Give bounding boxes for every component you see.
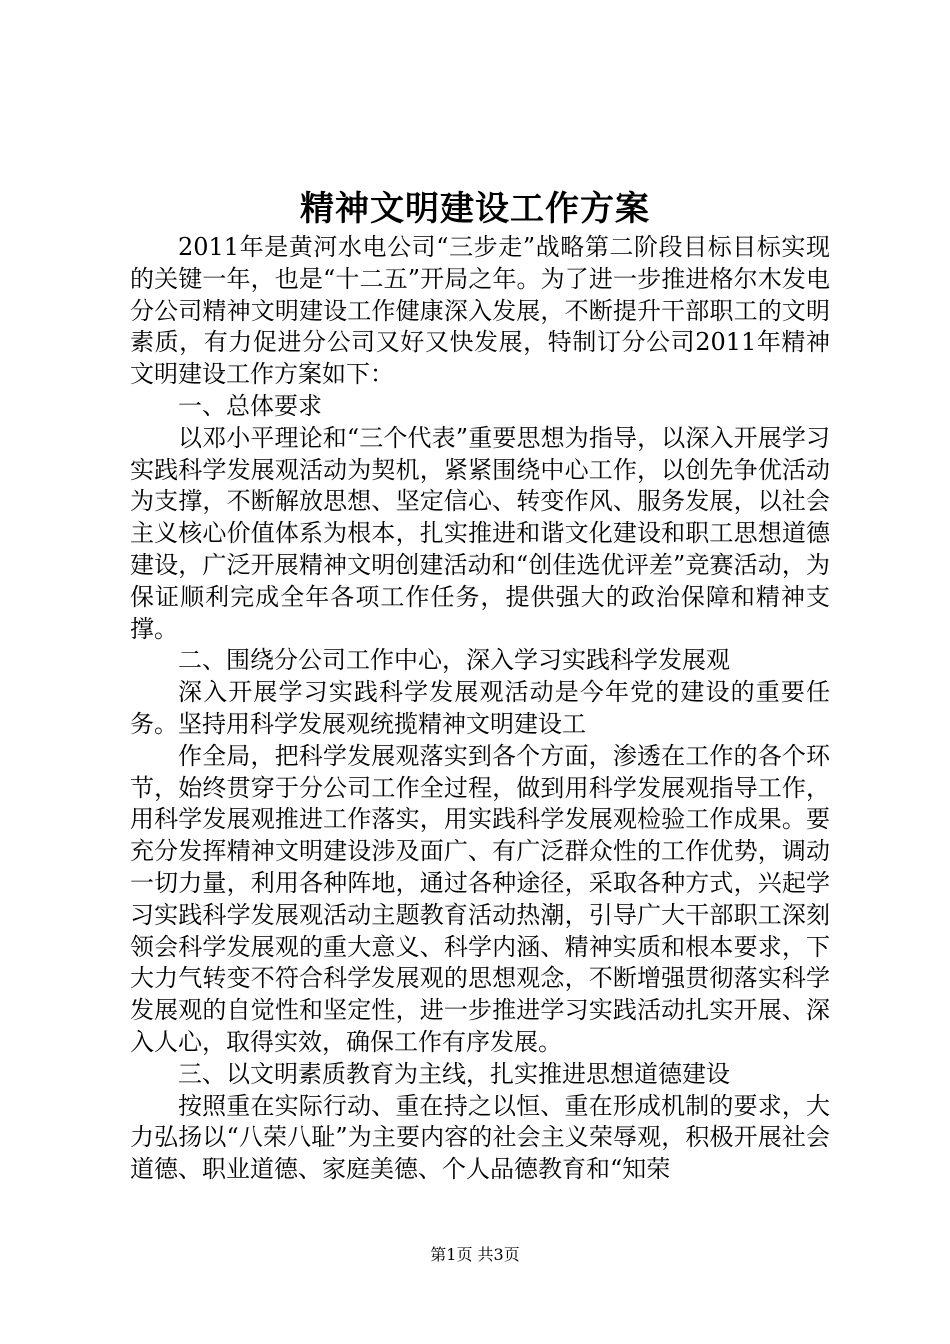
document-body: [130, 232, 830, 1186]
paragraph-3: 按照重在实际行动、重在持之以恒、重在形成机制的要求，大力弘扬以“八荣八耻”为主要内容的社会主义荣辱观，积极开展社会道德、职业道德、家庭美德、个人品德教育和“知荣: [130, 1091, 830, 1184]
section-heading-3: 三、以文明素质教育为主线，扎实推进思想道德建设: [178, 1059, 730, 1088]
paragraph-intro: 2011年是黄河水电公司“三步走”战略第二阶段目标目标实现的关键一年，也是“十二五”开局之年。为了进一步推进格尔木发电分公司精神文明建设工作健康深入发展，不断提升干部职工的文明素质，有力促进分公司又好又快发展，特制订分公司2011年精神文明建设工作方案如下：: [130, 233, 830, 389]
paragraph-2a: 深入开展学习实践科学发展观活动是今年党的建设的重要任务。坚持用科学发展观统揽精神文明建设工: [130, 678, 830, 738]
section-heading-1: 一、总体要求: [178, 391, 322, 420]
paragraph-1: 以邓小平理论和“三个代表”重要思想为指导，以深入开展学习实践科学发展观活动为契机，紧紧围绕中心工作，以创先争优活动为支撑，不断解放思想、坚定信心、转变作风、服务发展，以社会主义核心价值体系为根本，扎实推进和谐文化建设和职工思想道德建设，广泛开展精神文明创建活动和“创佳选优评差”竞赛活动，为保证顺利完成全年各项工作任务，提供强大的政治保障和精神支撑。: [130, 423, 830, 643]
document-title: 精神文明建设工作方案: [300, 189, 650, 229]
paragraph-2b: 作全局，把科学发展观落实到各个方面，渗透在工作的各个环节，始终贯穿于分公司工作全过程，做到用科学发展观指导工作，用科学发展观推进工作落实，用实践科学发展观检验工作成果。要充分发挥精神文明建设涉及面广、有广泛群众性的工作优势，调动一切力量，利用各种阵地，通过各种途径，采取各种方式，兴起学习实践科学发展观活动主题教育活动热潮，引导广大干部职工深刻领会科学发展观的重大意义、科学内涵、精神实质和根本要求，下大力气转变不符合科学发展观的思想观念，不断增强贯彻落实科学发展观的自觉性和坚定性，进一步推进学习实践活动扎实开展、深入人心，取得实效，确保工作有序发展。: [130, 741, 830, 1056]
page-number-footer: 第1页 共3页: [430, 1245, 520, 1264]
section-heading-2: 二、围绕分公司工作中心，深入学习实践科学发展观: [178, 646, 730, 675]
